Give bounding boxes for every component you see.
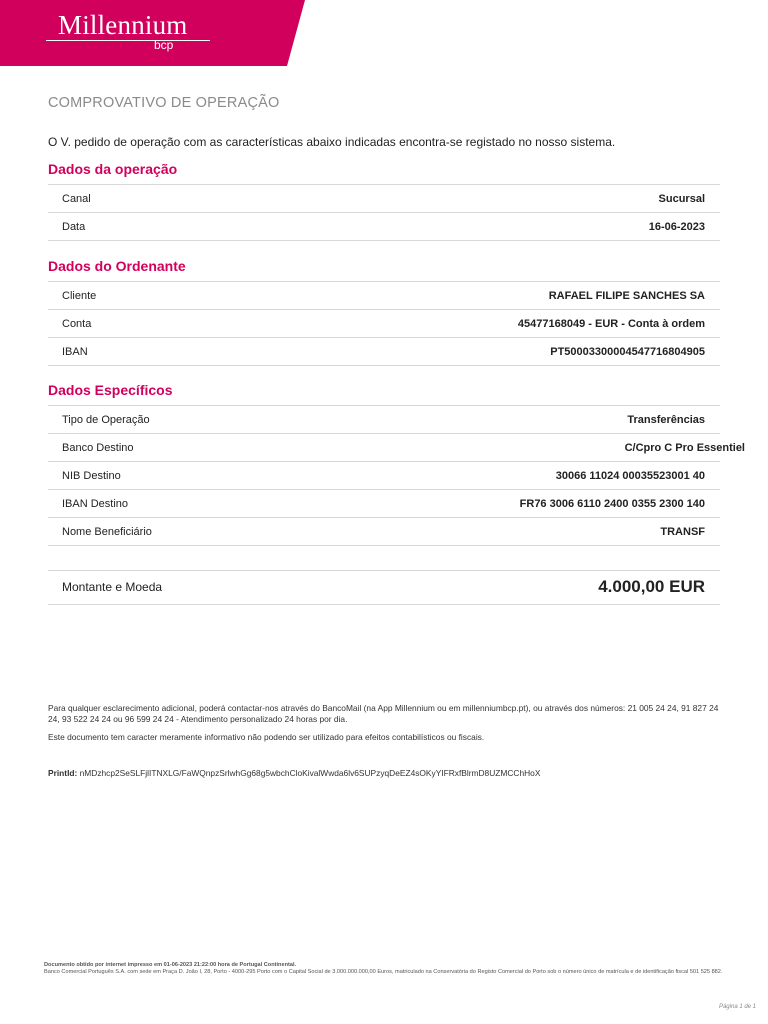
row-label-iban: IBAN [62, 346, 88, 358]
contact-info: Para qualquer esclarecimento adicional, poderá contactar-nos através do BancoMail (na App Millennium ou em millenniumbcp.pt), ou através dos números: 21 005 24 24, 91 827 24 24, 93 522 24 24 ou 96 599 24 24 - Atendimento personalizado 24 horas por dia. [48, 703, 719, 724]
row-label-nib-destino: NIB Destino [62, 470, 121, 482]
row-label-iban-destino: IBAN Destino [62, 498, 129, 510]
logo-name: Millennium [58, 10, 188, 40]
row-label-cliente: Cliente [62, 290, 97, 302]
table-row [48, 461, 720, 489]
table-row [48, 212, 720, 241]
row-value-cliente: RAFAEL FILIPE SANCHES SA [548, 290, 705, 302]
table-especificos [48, 405, 745, 546]
row-label-banco-destino: Banco Destino [62, 442, 134, 454]
print-id-value: nMDzhcp2SeSLFjlITNXLG/FaWQnpzSrlwhGg68g5wbchCloKivalWwda6lv6SUPzyqDeEZ4sOKyYIFRxfBlrmD8UZMCChHoX [79, 768, 541, 778]
row-value-iban: PT50003300004547716804905 [550, 346, 705, 358]
logo-sub: bcp [154, 38, 174, 52]
print-id-label: PrintId: [48, 768, 78, 778]
row-label-canal: Canal [62, 193, 91, 205]
row-value-conta: 45477168049 - EUR - Conta à ordem [517, 318, 705, 330]
footer-print-date: Documento obtido por internet impresso em 01-06-2023 21:22:00 hora de Portugal Continental. [44, 962, 297, 968]
amount-row [48, 570, 720, 605]
table-row [48, 281, 720, 309]
row-value-nome-beneficiario: TRANSF [660, 526, 705, 538]
brand-banner [0, 0, 305, 66]
table-ordenante [48, 281, 720, 366]
row-value-data: 16-06-2023 [648, 221, 705, 233]
footer-legal: Banco Comercial Português S.A. com sede em Praça D. João I, 28, Porto - 4000-295 Porto com o Capital Social de 3.000.000.000,00 Euros, matriculado na Conservatória do Registo Comercial do Porto sob o número único de matrícula e de identificação fiscal 501 525 882. [44, 968, 723, 975]
millennium-logo [58, 10, 188, 52]
row-value-tipo-operacao: Transferências [627, 414, 705, 426]
table-row [48, 489, 720, 517]
page-number: Página 1 de 1 [718, 1004, 756, 1010]
amount-value: 4.000,00 EUR [598, 577, 705, 596]
table-row [48, 309, 720, 337]
table-operacao [48, 184, 720, 241]
footer [44, 962, 724, 975]
amount-label: Montante e Moeda [62, 580, 163, 594]
row-value-canal: Sucursal [658, 193, 705, 205]
disclaimer-note: Este documento tem caracter meramente informativo não podendo ser utilizado para efeitos contabilísticos ou fiscais. [48, 732, 485, 742]
row-label-nome-beneficiario: Nome Beneficiário [62, 526, 152, 538]
table-row [48, 184, 720, 212]
table-row [48, 337, 720, 366]
section-title-ordenante: Dados do Ordenante [48, 258, 186, 274]
table-row [48, 517, 720, 546]
row-label-tipo-operacao: Tipo de Operação [62, 414, 150, 426]
row-value-banco-destino: C/Cpro C Pro Essentiel [624, 442, 745, 454]
logo-divider [46, 40, 210, 41]
table-row [48, 405, 720, 433]
section-title-operacao: Dados da operação [48, 161, 178, 177]
row-value-nib-destino: 30066 11024 00035523001 40 [555, 470, 705, 482]
row-label-data: Data [62, 221, 86, 233]
table-row [48, 433, 745, 461]
row-value-iban-destino: FR76 3006 6110 2400 0355 2300 140 [519, 498, 705, 510]
print-id [48, 768, 540, 778]
document-intro: O V. pedido de operação com as características abaixo indicadas encontra-se registado no nosso sistema. [48, 135, 616, 149]
section-title-especificos: Dados Específicos [48, 382, 173, 398]
row-label-conta: Conta [62, 318, 92, 330]
document-title: COMPROVATIVO DE OPERAÇÃO [48, 95, 280, 111]
